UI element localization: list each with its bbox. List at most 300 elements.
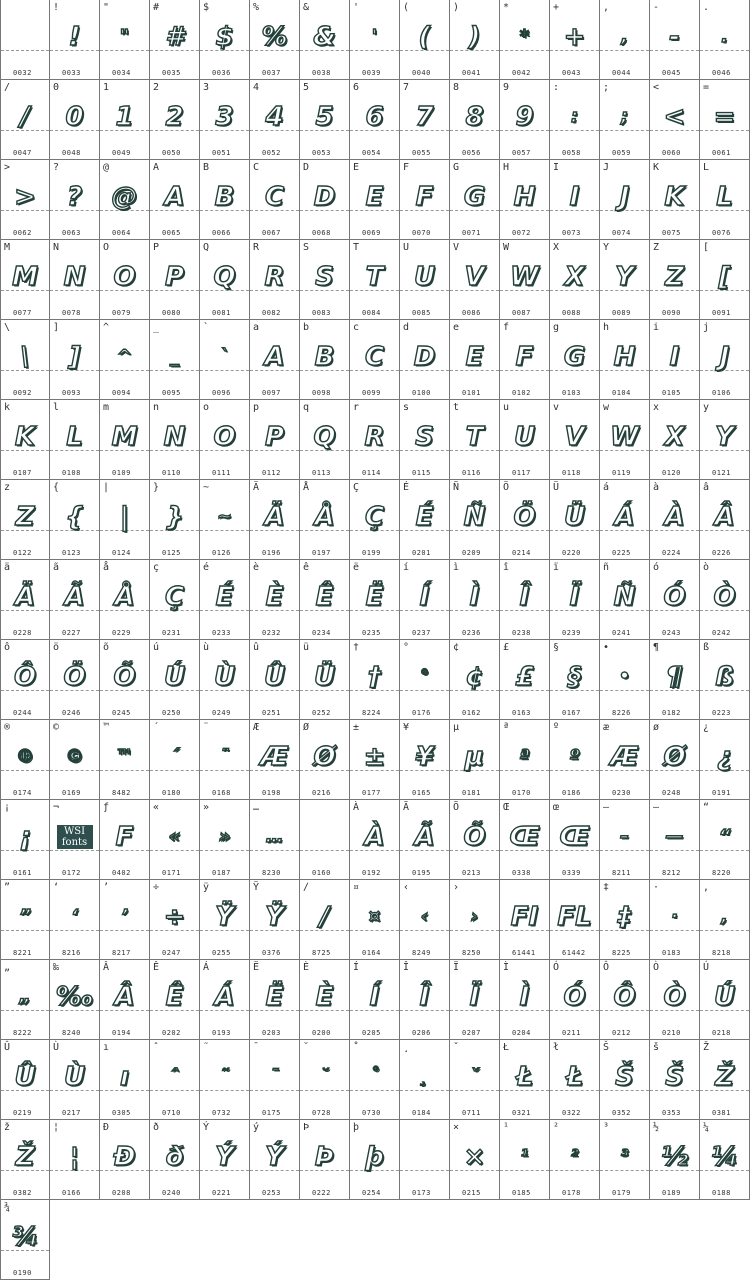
glyph-sample: Ô [13,662,37,692]
glyph-sample: H [513,182,536,212]
glyph-sample: : [570,106,579,127]
glyph-label: ¤ [353,882,360,893]
glyph-cell [0,1120,50,1200]
glyph-code: 0220 [562,549,581,557]
glyph-cell [650,880,700,960]
glyph-code: 8218 [712,949,731,957]
glyph-code: 0177 [362,789,381,797]
glyph-label: V [453,242,460,253]
glyph-label: Ñ [453,482,460,493]
glyph-label: ž [4,1122,11,1133]
glyph-sample: D [413,342,436,372]
glyph-label: 0 [53,82,60,93]
glyph-cell [150,640,200,720]
glyph-sample: ™ [115,746,134,767]
glyph-label: - [653,2,660,13]
glyph-label: D [303,162,310,173]
glyph-label: Õ [453,802,460,813]
glyph-code: 0732 [212,1109,231,1117]
glyph-sample: Ł [565,1062,584,1092]
glyph-cell [100,560,150,640]
glyph-label: É [403,482,410,493]
glyph-code: 0043 [562,69,581,77]
glyph-sample: V [564,422,585,452]
glyph-sample: W [610,422,639,452]
glyph-sample: O [213,422,236,452]
glyph-label: p [253,402,260,413]
glyph-label: Ž [703,1042,710,1053]
glyph-cell [550,640,600,720]
glyph-sample: Ô [613,982,636,1012]
glyph-code: 0169 [62,789,81,797]
glyph-code: 0254 [362,1189,381,1197]
glyph-sample: — [665,826,684,847]
glyph-code: 8226 [612,709,631,717]
glyph-code: 0209 [462,549,481,557]
glyph-label: y [703,402,710,413]
glyph-sample: ¶ [666,662,683,692]
glyph-sample: . [721,26,728,47]
glyph-code: 0382 [13,1189,32,1197]
glyph-code: 8220 [712,869,731,877]
glyph-cell [300,80,350,160]
glyph-label: © [53,722,60,733]
glyph-cell [350,320,400,400]
glyph-sample: À [664,502,685,532]
glyph-label: v [553,402,560,413]
glyph-sample: Š [615,1062,634,1092]
glyph-code: 0241 [612,629,631,637]
glyph-label: c [353,322,360,333]
glyph-label: È [303,962,310,973]
glyph-label: O [103,242,110,253]
glyph-sample: Û [263,662,286,692]
glyph-cell [600,880,650,960]
glyph-code: 0185 [512,1189,531,1197]
glyph-code: 0207 [462,1029,481,1037]
glyph-cell [600,640,650,720]
glyph-label: ˜ [203,1042,210,1053]
glyph-label: Ú [703,962,710,973]
glyph-label: ) [453,2,460,13]
glyph-cell [550,800,600,880]
glyph-code: 0091 [712,309,731,317]
glyph-cell [450,960,500,1040]
glyph-sample: M [12,262,38,292]
glyph-label: J [603,162,610,173]
glyph-sample: N [163,422,186,452]
glyph-code: 0033 [62,69,81,77]
glyph-cell [50,1120,100,1200]
glyph-code: 0055 [412,149,431,157]
glyph-sample: Ñ [613,582,636,612]
glyph-sample: ˇ [470,1066,479,1087]
glyph-sample: 7 [415,102,434,132]
glyph-label: E [353,162,360,173]
glyph-code: 0103 [562,389,581,397]
glyph-cell [400,240,450,320]
glyph-sample: = [713,102,736,132]
glyph-code: 0244 [13,709,32,717]
glyph-label: Þ [303,1122,310,1133]
glyph-sample: Š [665,1062,684,1092]
glyph-cell [700,1040,750,1120]
glyph-sample: T [465,422,484,452]
glyph-cell [50,560,100,640]
glyph-code: 0106 [712,389,731,397]
glyph-label: û [253,642,260,653]
glyph-label: Š [603,1042,610,1053]
glyph-sample: ¸ [420,1066,429,1087]
glyph-cell [600,1120,650,1200]
glyph-cell [550,480,600,560]
glyph-sample: 2 [165,102,184,132]
glyph-label: Ï [453,962,460,973]
glyph-code: 0730 [362,1109,381,1117]
glyph-cell [100,240,150,320]
glyph-code: 0221 [212,1189,231,1197]
glyph-label: Œ [503,802,510,813]
glyph-cell [700,800,750,880]
glyph-cell [100,1120,150,1200]
glyph-code: 0188 [712,1189,731,1197]
glyph-sample: Õ [463,822,486,852]
glyph-cell [50,0,100,80]
glyph-cell [650,400,700,480]
glyph-code: 0115 [412,469,431,477]
glyph-label: ä [4,562,11,573]
glyph-cell [150,480,200,560]
glyph-sample: A [264,342,285,372]
glyph-code: 0113 [312,469,331,477]
glyph-label: ~ [203,482,210,493]
glyph-code: 0073 [562,229,581,237]
glyph-label: Ò [653,962,660,973]
glyph-code: 0110 [162,469,181,477]
glyph-sample: J [719,342,730,372]
glyph-code: 0118 [562,469,581,477]
glyph-label: ÷ [153,882,160,893]
glyph-code: 0376 [262,949,281,957]
glyph-cell [50,800,100,880]
glyph-label: N [53,242,60,253]
glyph-sample: Ł [515,1062,534,1092]
glyph-label: o [203,402,210,413]
glyph-sample: F [115,822,134,852]
glyph-label: Y [603,242,610,253]
glyph-cell [250,1040,300,1120]
glyph-code: 8217 [112,949,131,957]
glyph-code: 0040 [412,69,431,77]
glyph-code: 0045 [662,69,681,77]
glyph-sample: [ [718,262,731,292]
glyph-sample: ² [570,1146,579,1167]
glyph-code: 0206 [412,1029,431,1037]
glyph-cell [250,800,300,880]
glyph-code: 0242 [712,629,731,637]
glyph-code: 0224 [662,549,681,557]
glyph-code: 0066 [212,229,231,237]
glyph-label: z [4,482,11,493]
glyph-cell [400,560,450,640]
glyph-code: 0067 [262,229,281,237]
glyph-code: 8725 [312,949,331,957]
glyph-cell [200,1040,250,1120]
glyph-code: 0111 [212,469,231,477]
glyph-code: 0212 [612,1029,631,1037]
glyph-code: 0172 [62,869,81,877]
glyph-code: 0096 [212,389,231,397]
glyph-sample: À [364,822,385,852]
glyph-cell [400,960,450,1040]
glyph-code: 0222 [312,1189,331,1197]
glyph-label: ¥ [403,722,410,733]
glyph-sample: ‰ [55,982,94,1012]
glyph-sample: Ó [563,982,586,1012]
glyph-label: ( [403,2,410,13]
glyph-cell [550,400,600,480]
glyph-sample: U [413,262,436,292]
glyph-cell [300,160,350,240]
glyph-code: 0054 [362,149,381,157]
glyph-cell [0,560,50,640]
glyph-cell [100,880,150,960]
glyph-label: Ó [553,962,560,973]
glyph-code: 0162 [462,709,481,717]
glyph-sample: Ä [14,582,36,612]
glyph-cell [300,400,350,480]
glyph-code: 0245 [112,709,131,717]
glyph-cell [600,240,650,320]
glyph-code: 0074 [612,229,631,237]
glyph-code: 0078 [62,309,81,317]
glyph-code: 0082 [262,309,281,317]
glyph-cell [600,560,650,640]
glyph-label: § [553,642,560,653]
glyph-code: 0089 [612,309,631,317]
glyph-label: / [4,82,11,93]
glyph-sample: Ç [364,502,385,532]
glyph-label: A [153,162,160,173]
glyph-sample: Ä [264,502,285,532]
glyph-cell [150,320,200,400]
glyph-sample: Z [15,502,35,532]
glyph-code: 0201 [412,549,431,557]
glyph-cell [500,480,550,560]
glyph-cell [350,720,400,800]
glyph-cell [0,720,50,800]
glyph-sample: R [264,262,285,292]
glyph-sample: G [563,342,586,372]
glyph-sample: 6 [365,102,384,132]
glyph-label: … [253,802,260,813]
glyph-sample: Õ [113,662,136,692]
glyph-code: 0197 [312,549,331,557]
glyph-code: 0036 [212,69,231,77]
glyph-label: • [603,642,610,653]
glyph-cell [600,720,650,800]
glyph-label: ‡ [603,882,610,893]
glyph-code: 0122 [13,549,32,557]
glyph-sample [400,1140,449,1174]
glyph-cell [700,240,750,320]
glyph-label: ù [203,642,210,653]
glyph-cell [550,960,600,1040]
glyph-label: â [703,482,710,493]
glyph-sample: L [66,422,83,452]
glyph-label: l [53,402,60,413]
glyph-code: 0228 [13,629,32,637]
glyph-label: Ü [553,482,560,493]
glyph-sample: I [569,182,580,212]
glyph-label: ˚ [353,1042,360,1053]
glyph-cell [600,320,650,400]
glyph-code: 0086 [462,309,481,317]
glyph-cell [650,240,700,320]
glyph-code: 0191 [712,789,731,797]
glyph-label: ı [103,1042,110,1053]
glyph-sample: ¿ [716,742,733,772]
glyph-sample: Ð [113,1142,136,1172]
glyph-code: 0239 [562,629,581,637]
glyph-code: 0107 [13,469,32,477]
glyph-cell [350,80,400,160]
glyph-sample: Ë [365,582,384,612]
glyph-label: ? [53,162,60,173]
glyph-code: 0041 [462,69,481,77]
glyph-cell [500,400,550,480]
glyph-sample: ’ [121,906,128,927]
glyph-label: æ [603,722,610,733]
glyph-sample: N [63,262,86,292]
glyph-label: å [103,562,110,573]
glyph-sample: Ã [64,582,85,612]
glyph-sample: & [313,22,336,52]
glyph-label: “ [703,802,710,813]
glyph-code: 0166 [62,1189,81,1197]
glyph-cell [300,1040,350,1120]
glyph-label: á [603,482,610,493]
glyph-code: 0235 [362,629,381,637]
glyph-sample: } [165,502,184,532]
glyph-label: ê [303,562,310,573]
glyph-cell [700,400,750,480]
glyph-label: t [453,402,460,413]
glyph-cell [500,0,550,80]
glyph-sample: < [663,102,686,132]
glyph-sample: Ì [469,582,480,612]
glyph-sample: “ [718,826,731,847]
glyph-cell [200,0,250,80]
glyph-label: 2 [153,82,160,93]
glyph-cell [400,480,450,560]
glyph-code: 0035 [162,69,181,77]
glyph-cell [250,640,300,720]
glyph-cell [100,800,150,880]
wsi-fonts-logo-box [57,825,93,849]
glyph-sample: / [319,902,330,932]
glyph-sample: ! [68,22,81,52]
glyph-label: h [603,322,610,333]
glyph-cell [100,320,150,400]
glyph-label: õ [103,642,110,653]
glyph-sample: Þ [314,1142,335,1172]
glyph-cell [450,400,500,480]
glyph-cell [450,560,500,640]
glyph-sample: FL [557,902,592,932]
glyph-sample: … [265,826,284,847]
glyph-cell [450,480,500,560]
glyph-label: i [653,322,660,333]
glyph-cell [600,480,650,560]
glyph-code: 0170 [512,789,531,797]
glyph-code: 0072 [512,229,531,237]
glyph-label: Ë [253,962,260,973]
glyph-label: ï [553,562,560,573]
glyph-cell [150,80,200,160]
glyph-cell [500,960,550,1040]
glyph-label: ‰ [53,962,60,973]
glyph-sample: Ê [165,982,184,1012]
glyph-sample: ´ [170,746,179,767]
glyph-sample: { [65,502,84,532]
glyph-code: 0044 [612,69,631,77]
glyph-sample: ˆ [170,1066,179,1087]
glyph-code: 0214 [512,549,531,557]
glyph-sample: Ö [63,662,86,692]
glyph-sample: Å [114,582,135,612]
glyph-label: « [153,802,160,813]
glyph-sample: © [65,746,84,767]
glyph-code: 0211 [562,1029,581,1037]
glyph-code: 0046 [712,69,731,77]
glyph-label: k [4,402,11,413]
glyph-code: 0231 [162,629,181,637]
glyph-code: 0237 [412,629,431,637]
glyph-sample: + [563,22,586,52]
glyph-cell [50,720,100,800]
glyph-code: 8216 [62,949,81,957]
glyph-cell [150,960,200,1040]
glyph-code: 0352 [612,1109,631,1117]
glyph-label: ´ [153,722,160,733]
glyph-label: ˇ [453,1042,460,1053]
glyph-cell [650,560,700,640]
glyph-cell [200,320,250,400]
glyph-cell [700,720,750,800]
glyph-label: 6 [353,82,360,93]
glyph-sample: K [14,422,36,452]
glyph-sample: – [620,826,629,847]
glyph-label: P [153,242,160,253]
glyph-cell [200,1120,250,1200]
glyph-sample: Ò [713,582,736,612]
glyph-label: S [303,242,310,253]
glyph-code: 0249 [212,709,231,717]
glyph-cell [500,1120,550,1200]
glyph-code: 0190 [13,1269,32,1277]
glyph-cell [350,560,400,640]
glyph-code: 0248 [662,789,681,797]
glyph-label: ± [353,722,360,733]
glyph-label: ' [353,2,360,13]
glyph-code: 0108 [62,469,81,477]
glyph-label: ® [4,722,11,733]
glyph-cell [0,1040,50,1120]
glyph-cell [200,640,250,720]
glyph-label: è [253,562,260,573]
glyph-cell [400,400,450,480]
